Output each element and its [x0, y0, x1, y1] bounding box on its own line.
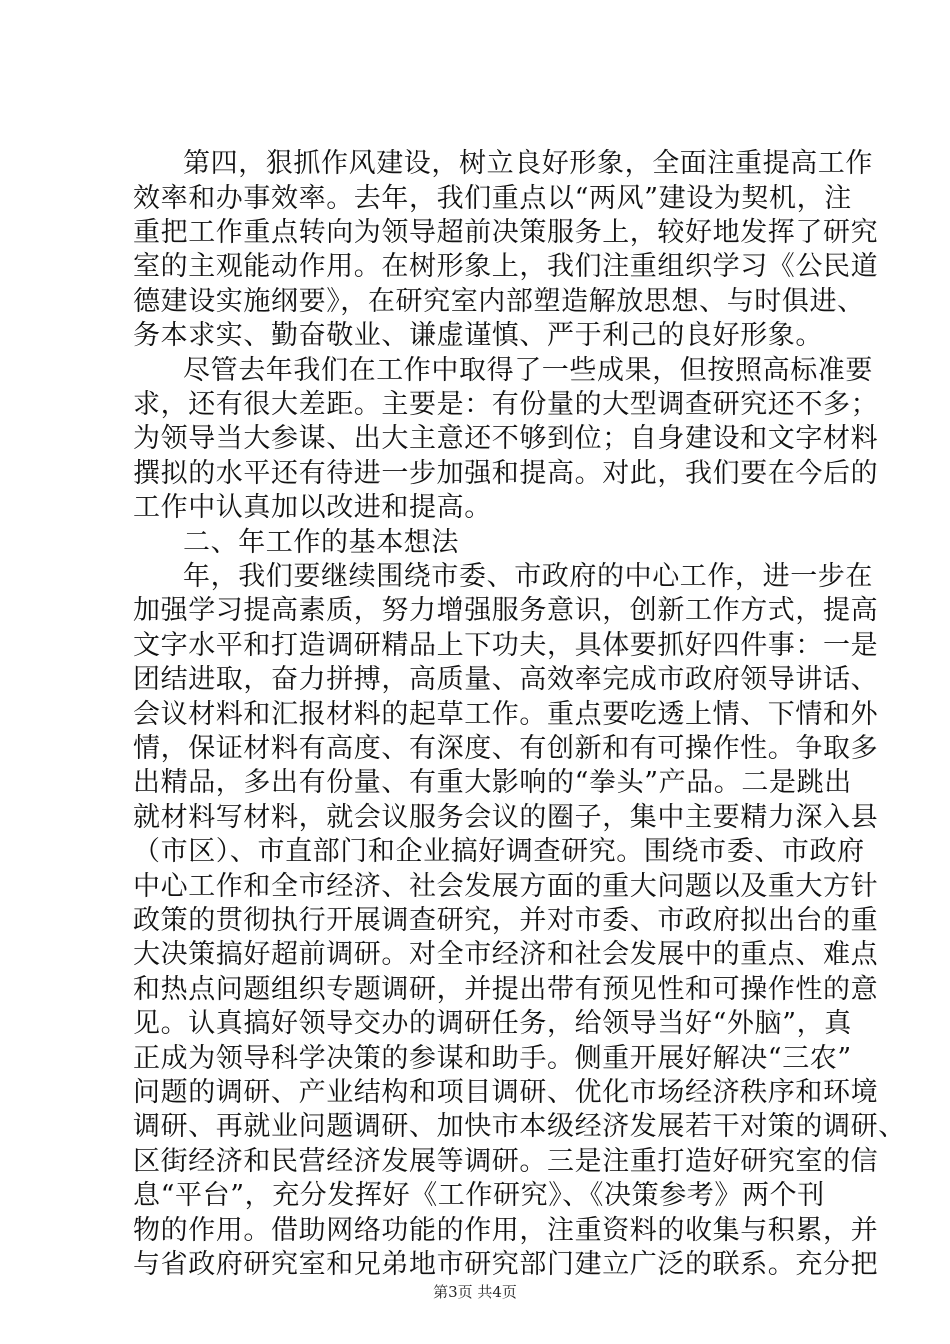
- text-line: 务本求实、勤奋敬业、谦虚谨慎、严于利己的良好形象。: [133, 320, 823, 351]
- text-line: 团结进取，奋力拼搏，高质量、高效率完成市政府领导讲话、: [133, 664, 879, 695]
- text-line: 见。认真搞好领导交办的调研任务，给领导当好“外脑”，真: [133, 1008, 852, 1039]
- text-line: 第四，狠抓作风建设，树立良好形象，全面注重提高工作: [183, 148, 873, 179]
- text-line: 加强学习提高素质，努力增强服务意识，创新工作方式，提高: [133, 595, 879, 626]
- text-line: 文字水平和打造调研精品上下功夫，具体要抓好四件事：一是: [133, 630, 879, 661]
- text-line: 撰拟的水平还有待进一步加强和提高。对此，我们要在今后的: [133, 458, 879, 489]
- text-line: 求，还有很大差距。主要是：有份量的大型调查研究还不多；: [133, 389, 879, 420]
- text-line: 与省政府研究室和兄弟地市研究部门建立广泛的联系。充分把: [133, 1249, 879, 1280]
- text-line: 年，我们要继续围绕市委、市政府的中心工作，进一步在: [183, 561, 873, 592]
- text-line: 物的作用。借助网络功能的作用，注重资料的收集与积累，并: [133, 1215, 879, 1246]
- text-line: 区街经济和民营经济发展等调研。三是注重打造好研究室的信: [133, 1146, 879, 1177]
- text-line: 尽管去年我们在工作中取得了一些成果，但按照高标准要: [183, 355, 873, 386]
- text-line: 为领导当大参谋、出大主意还不够到位；自身建设和文字材料: [133, 423, 879, 454]
- text-line: 二、年工作的基本想法: [183, 527, 459, 558]
- text-line: 息“平台”，充分发挥好《工作研究》、《决策参考》两个刊: [133, 1180, 825, 1211]
- text-line: 正成为领导科学决策的参谋和助手。侧重开展好解决“三农”: [133, 1043, 852, 1074]
- text-line: 政策的贯彻执行开展调查研究，并对市委、市政府拟出台的重: [133, 905, 879, 936]
- text-line: 会议材料和汇报材料的起草工作。重点要吃透上情、下情和外: [133, 699, 879, 730]
- text-line: 情，保证材料有高度、有深度、有创新和有可操作性。争取多: [133, 733, 879, 764]
- text-line: （市区）、市直部门和企业搞好调查研究。围绕市委、市政府: [133, 836, 865, 867]
- page-footer: 第3页 共4页: [433, 1283, 517, 1301]
- text-line: 效率和办事效率。去年，我们重点以“两风”建设为契机，注: [133, 183, 852, 214]
- text-line: 就材料写材料，就会议服务会议的圈子，集中主要精力深入县: [133, 802, 879, 833]
- text-line: 调研、再就业问题调研、加快市本级经济发展若干对策的调研、: [133, 1111, 906, 1142]
- text-line: 大决策搞好超前调研。对全市经济和社会发展中的重点、难点: [133, 939, 879, 970]
- text-line: 重把工作重点转向为领导超前决策服务上，较好地发挥了研究: [133, 217, 879, 248]
- text-line: 问题的调研、产业结构和项目调研、优化市场经济秩序和环境: [133, 1077, 879, 1108]
- text-line: 德建设实施纲要》，在研究室内部塑造解放思想、与时俱进、: [133, 286, 865, 317]
- text-line: 和热点问题组织专题调研，并提出带有预见性和可操作性的意: [133, 974, 879, 1005]
- text-line: 室的主观能动作用。在树形象上，我们注重组织学习《公民道: [133, 251, 879, 282]
- text-line: 中心工作和全市经济、社会发展方面的重大问题以及重大方针: [133, 871, 879, 902]
- text-line: 出精品，多出有份量、有重大影响的“拳头”产品。二是跳出: [133, 767, 852, 798]
- text-line: 工作中认真加以改进和提高。: [133, 492, 492, 523]
